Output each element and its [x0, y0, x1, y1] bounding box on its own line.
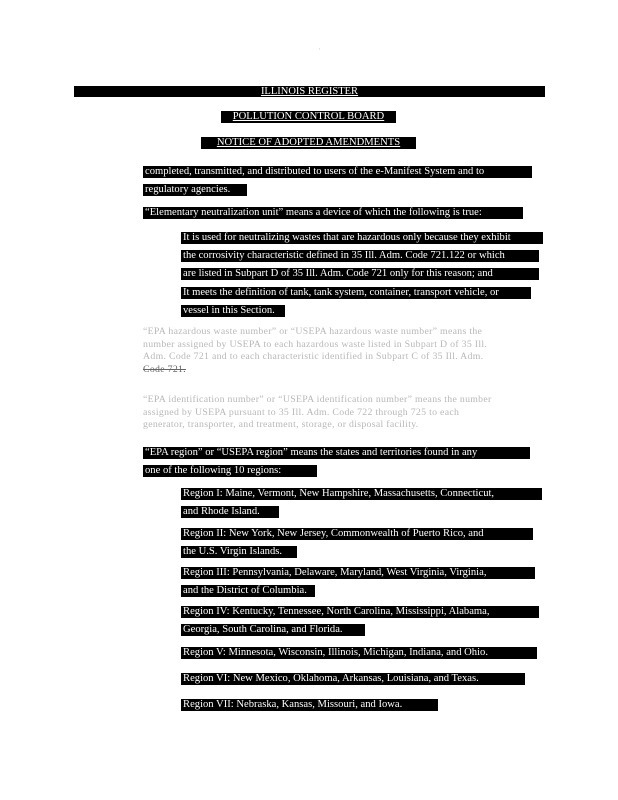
continuation-paragraph — [143, 165, 618, 201]
ghost-line: assigned by USEPA pursuant to 35 Ill. Adm. Code 722 through 725 to each — [143, 406, 460, 418]
ghost-line: number assigned by USEPA to each hazardous waste listed in Subpart D of 35 Ill. — [143, 338, 488, 350]
notice-title: NOTICE OF ADOPTED AMENDMENTS — [216, 137, 401, 148]
region-line: and Rhode Island. — [181, 506, 279, 519]
paragraph-line: are listed in Subpart D of 35 Ill. Adm. Code 721 only for this reason; and — [181, 268, 539, 281]
ghost-line: “EPA identification number” or “USEPA identification number” means the number — [143, 394, 492, 405]
region-line: Georgia, South Carolina, and Florida. — [181, 624, 365, 637]
region-definition — [143, 446, 618, 482]
region-3 — [181, 566, 618, 602]
ghost-line: Adm. Code 721 and to each characteristic identified in Subpart C of 35 Ill. Adm. — [143, 351, 484, 362]
region-5 — [181, 646, 537, 664]
region-6 — [181, 672, 525, 690]
region-line: Region I: Maine, Vermont, New Hampshire, Massachusetts, Connecticut, — [181, 488, 542, 501]
ghost-paragraph-identification-number — [143, 394, 533, 432]
ghost-line: generator, transporter, and treatment, storage, or disposal facility. — [143, 419, 419, 430]
region-2 — [181, 527, 618, 563]
board-header — [221, 111, 396, 123]
board-title: POLLUTION CONTROL BOARD — [232, 111, 385, 122]
notice-header — [201, 137, 416, 149]
paragraph-line: “EPA region” or “USEPA region” means the states and territories found in any — [143, 447, 530, 460]
paragraph-line: completed, transmitted, and distributed to users of the e-Manifest System and to — [143, 166, 532, 179]
register-header — [74, 86, 545, 97]
paragraph-line: “Elementary neutralization unit” means a device of which the following is true: — [143, 207, 523, 220]
paragraph-line: It meets the definition of tank, tank system, container, transport vehicle, or — [181, 287, 531, 300]
region-line: Region II: New York, New Jersey, Commonwealth of Puerto Rico, and — [181, 528, 533, 541]
paragraph-line: It is used for neutralizing wastes that are hazardous only because they exhibit — [181, 232, 543, 245]
register-title: ILLINOIS REGISTER — [260, 86, 359, 97]
paragraph-line: the corrosivity characteristic defined in 35 Ill. Adm. Code 721.122 or which — [181, 250, 539, 263]
ghost-paragraph-hazardous-waste-number — [143, 326, 533, 376]
stray-mark: · — [318, 44, 321, 54]
region-line: Region VI: New Mexico, Oklahoma, Arkansas, Louisiana, and Texas. — [181, 673, 525, 686]
elementary-item-1 — [181, 231, 618, 285]
paragraph-line: vessel in this Section. — [181, 305, 285, 318]
paragraph-line: regulatory agencies. — [143, 184, 247, 197]
elementary-item-2 — [181, 286, 618, 322]
region-line: and the District of Columbia. — [181, 585, 315, 598]
region-4 — [181, 605, 618, 641]
region-line: Region III: Pennsylvania, Delaware, Maryland, West Virginia, Virginia, — [181, 567, 535, 580]
region-line: Region IV: Kentucky, Tennessee, North Carolina, Mississippi, Alabama, — [181, 606, 539, 619]
region-7 — [181, 698, 438, 716]
region-1 — [181, 487, 618, 523]
paragraph-line: one of the following 10 regions: — [143, 465, 317, 478]
region-line: Region V: Minnesota, Wisconsin, Illinois, Michigan, Indiana, and Ohio. — [181, 647, 537, 660]
region-line: Region VII: Nebraska, Kansas, Missouri, and Iowa. — [181, 699, 438, 712]
ghost-line: Code 721. — [143, 363, 186, 375]
elementary-definition — [143, 206, 523, 224]
ghost-line: “EPA hazardous waste number” or “USEPA hazardous waste number” means the — [143, 326, 483, 337]
region-line: the U.S. Virgin Islands. — [181, 546, 297, 559]
